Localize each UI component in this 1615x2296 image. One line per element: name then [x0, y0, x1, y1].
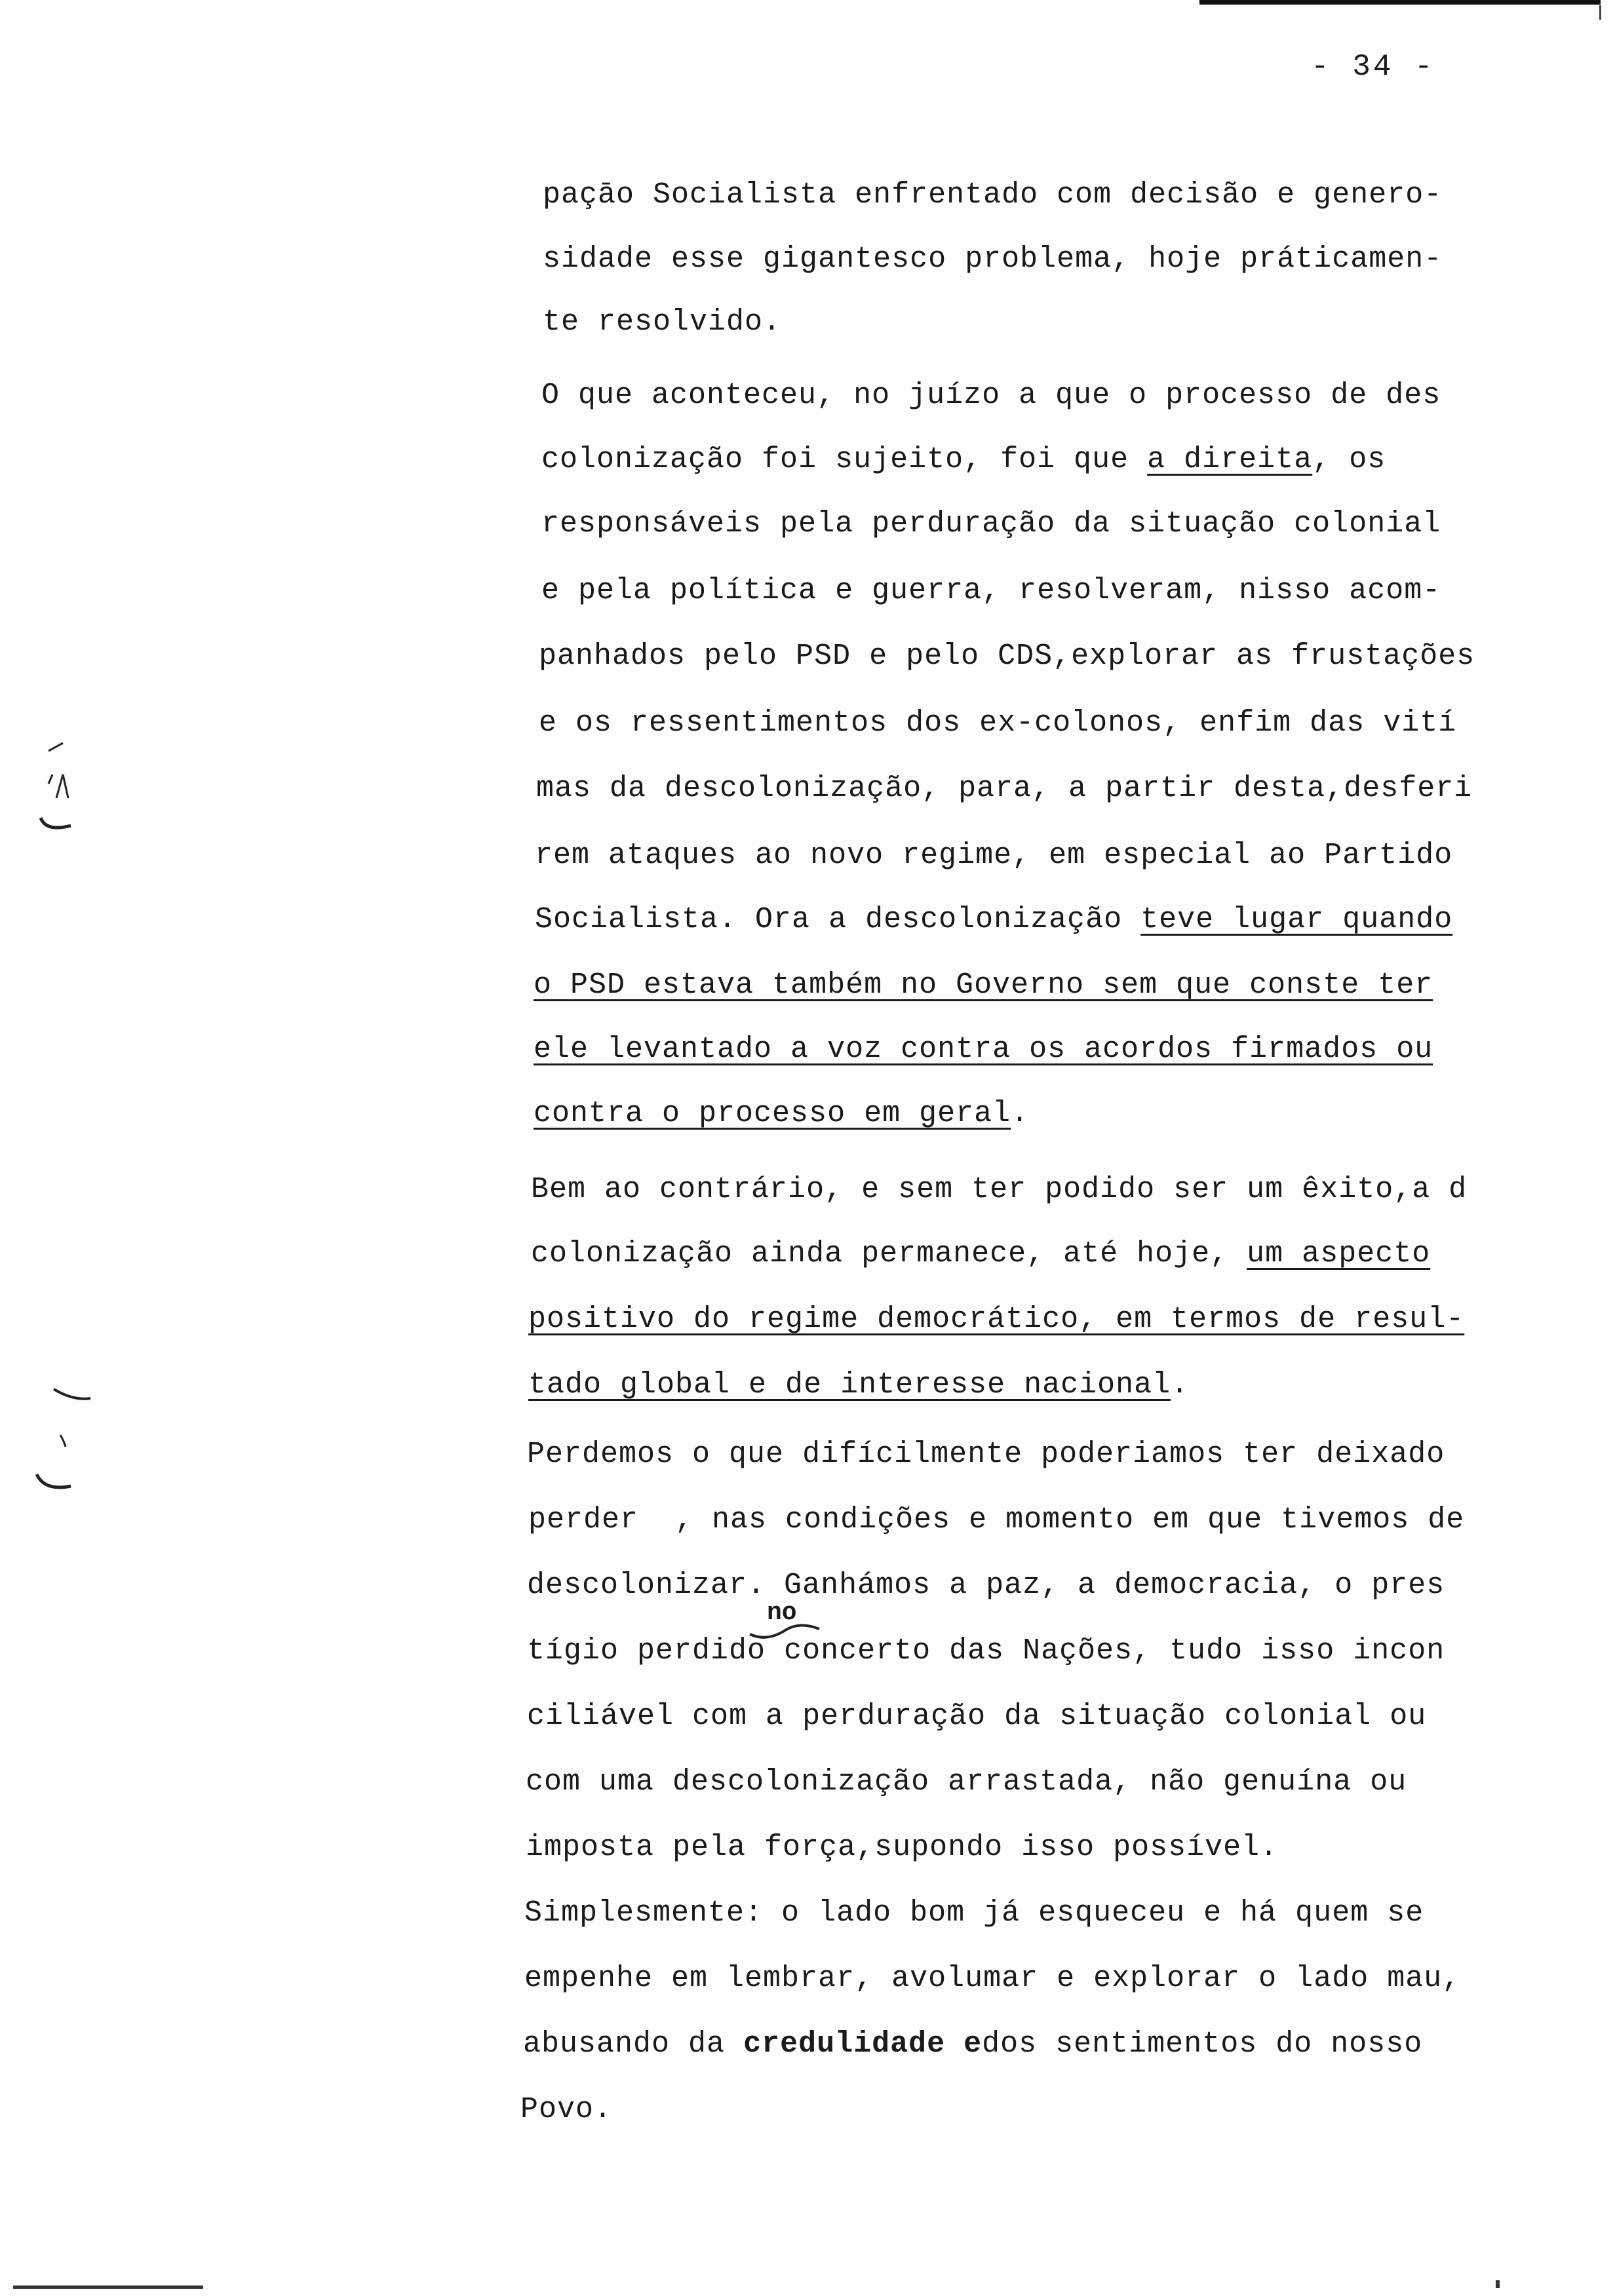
text-span: Perdemos o que difícilmente poderiamos ter deixado — [527, 1438, 1445, 1471]
text-line — [523, 2025, 1422, 2064]
text-line — [539, 704, 1456, 743]
text-span: . — [1011, 1097, 1030, 1130]
text-line — [541, 571, 1441, 611]
text-span: descolonizar. Ganhámos a paz, a democracia, o pres — [527, 1569, 1445, 1602]
bold-word: e — [945, 2027, 983, 2061]
text-line — [534, 1094, 1029, 1134]
bold-word: credulidade — [743, 2027, 946, 2061]
text-span: colonização foi sujeito, foi que — [541, 443, 1148, 476]
text-span: com uma descolonização arrastada, não genuína ou — [526, 1765, 1407, 1799]
insertion-caret-icon — [747, 1618, 826, 1645]
margin-annotation-icon — [39, 740, 98, 871]
text-line — [543, 176, 1442, 215]
underlined-phrase: tado global e de interesse nacional — [528, 1368, 1171, 1402]
top-tick — [1599, 5, 1601, 20]
text-span: sidade esse gigantesco problema, hoje práticamen- — [543, 242, 1443, 276]
underlined-phrase: contra o processo em geral — [534, 1097, 1011, 1130]
margin-annotation-icon — [34, 1376, 93, 1501]
text-line — [527, 1697, 1426, 1736]
text-line — [524, 1894, 1424, 1933]
bottom-mark — [1496, 2280, 1500, 2288]
text-span: , os — [1312, 443, 1386, 476]
text-line — [524, 1959, 1460, 1999]
text-span: e pela política e guerra, resolveram, nisso acom- — [541, 574, 1441, 607]
text-span: mas da descolonização, para, a partir desta,desferi — [536, 772, 1473, 805]
text-line — [527, 1566, 1445, 1605]
text-line — [543, 303, 781, 342]
underlined-phrase: positivo do regime democrático, em termos de resul- — [528, 1303, 1465, 1336]
page-number: - 34 - — [1311, 50, 1435, 84]
text-span: Socialista. Ora a descolonização — [535, 903, 1141, 936]
text-span: Bem ao contrário, e sem ter podido ser um êxito,a d — [531, 1173, 1468, 1206]
underlined-phrase: teve lugar quando — [1140, 903, 1453, 936]
text-line — [527, 1435, 1445, 1474]
text-line — [531, 1170, 1467, 1210]
text-line — [520, 2090, 612, 2130]
text-line — [526, 1763, 1407, 1802]
text-span: tígio perdido concerto das Nações, tudo isso incon — [527, 1634, 1445, 1668]
text-span: Simplesmente: o lado bom já esqueceu e há quem se — [524, 1896, 1424, 1930]
bottom-rule — [13, 2286, 203, 2289]
text-line — [528, 1501, 1464, 1540]
text-span: abusando da — [523, 2027, 744, 2061]
text-line — [535, 900, 1452, 940]
text-span: paçāo Socialista enfrentado com decisão e genero- — [543, 178, 1443, 212]
text-span: ciliável com a perduração da situação colonial ou — [527, 1700, 1427, 1733]
text-line — [531, 1234, 1430, 1274]
text-line — [541, 505, 1441, 544]
underlined-phrase: a direita — [1147, 443, 1313, 476]
text-span: colonização ainda permanece, até hoje, — [531, 1237, 1247, 1271]
text-line — [541, 440, 1386, 480]
underlined-phrase: um aspecto — [1247, 1237, 1431, 1271]
text-span: . — [1171, 1368, 1190, 1402]
text-line — [534, 1030, 1433, 1069]
text-span: e os ressentimentos dos ex-colonos, enfim das vití — [539, 706, 1457, 740]
text-line — [534, 966, 1433, 1005]
text-line — [536, 769, 1472, 809]
text-span: rem ataques ao novo regime, em especial ao Partido — [535, 839, 1453, 872]
text-line — [543, 240, 1442, 279]
text-line — [541, 376, 1441, 415]
text-line — [539, 637, 1475, 676]
text-span: dos sentimentos do nosso — [982, 2027, 1423, 2061]
underlined-phrase: o PSD estava também no Governo sem que conste ter — [534, 968, 1433, 1002]
text-line — [527, 1632, 1445, 1671]
text-span: imposta pela força,supondo isso possível. — [526, 1831, 1279, 1864]
top-rule — [1199, 0, 1601, 5]
underlined-phrase: ele levantado a voz contra os acordos firmados ou — [534, 1033, 1433, 1066]
text-line — [526, 1828, 1278, 1867]
text-span: empenhe em lembrar, avolumar e explorar o lado mau, — [524, 1962, 1461, 1995]
handwritten-insert: no — [767, 1599, 797, 1627]
text-span: panhados pelo PSD e pelo CDS,explorar as frustações — [539, 640, 1475, 673]
text-span: responsáveis pela perduração da situação colonial — [541, 507, 1441, 541]
text-line — [528, 1366, 1189, 1405]
text-line — [528, 1300, 1464, 1339]
text-span: perder , nas condições e momento em que tivemos de — [528, 1503, 1465, 1537]
text-span: te resolvido. — [543, 305, 782, 339]
text-line — [535, 836, 1452, 875]
text-span: O que aconteceu, no juízo a que o processo de des — [541, 379, 1441, 412]
text-span: Povo. — [520, 2093, 613, 2126]
